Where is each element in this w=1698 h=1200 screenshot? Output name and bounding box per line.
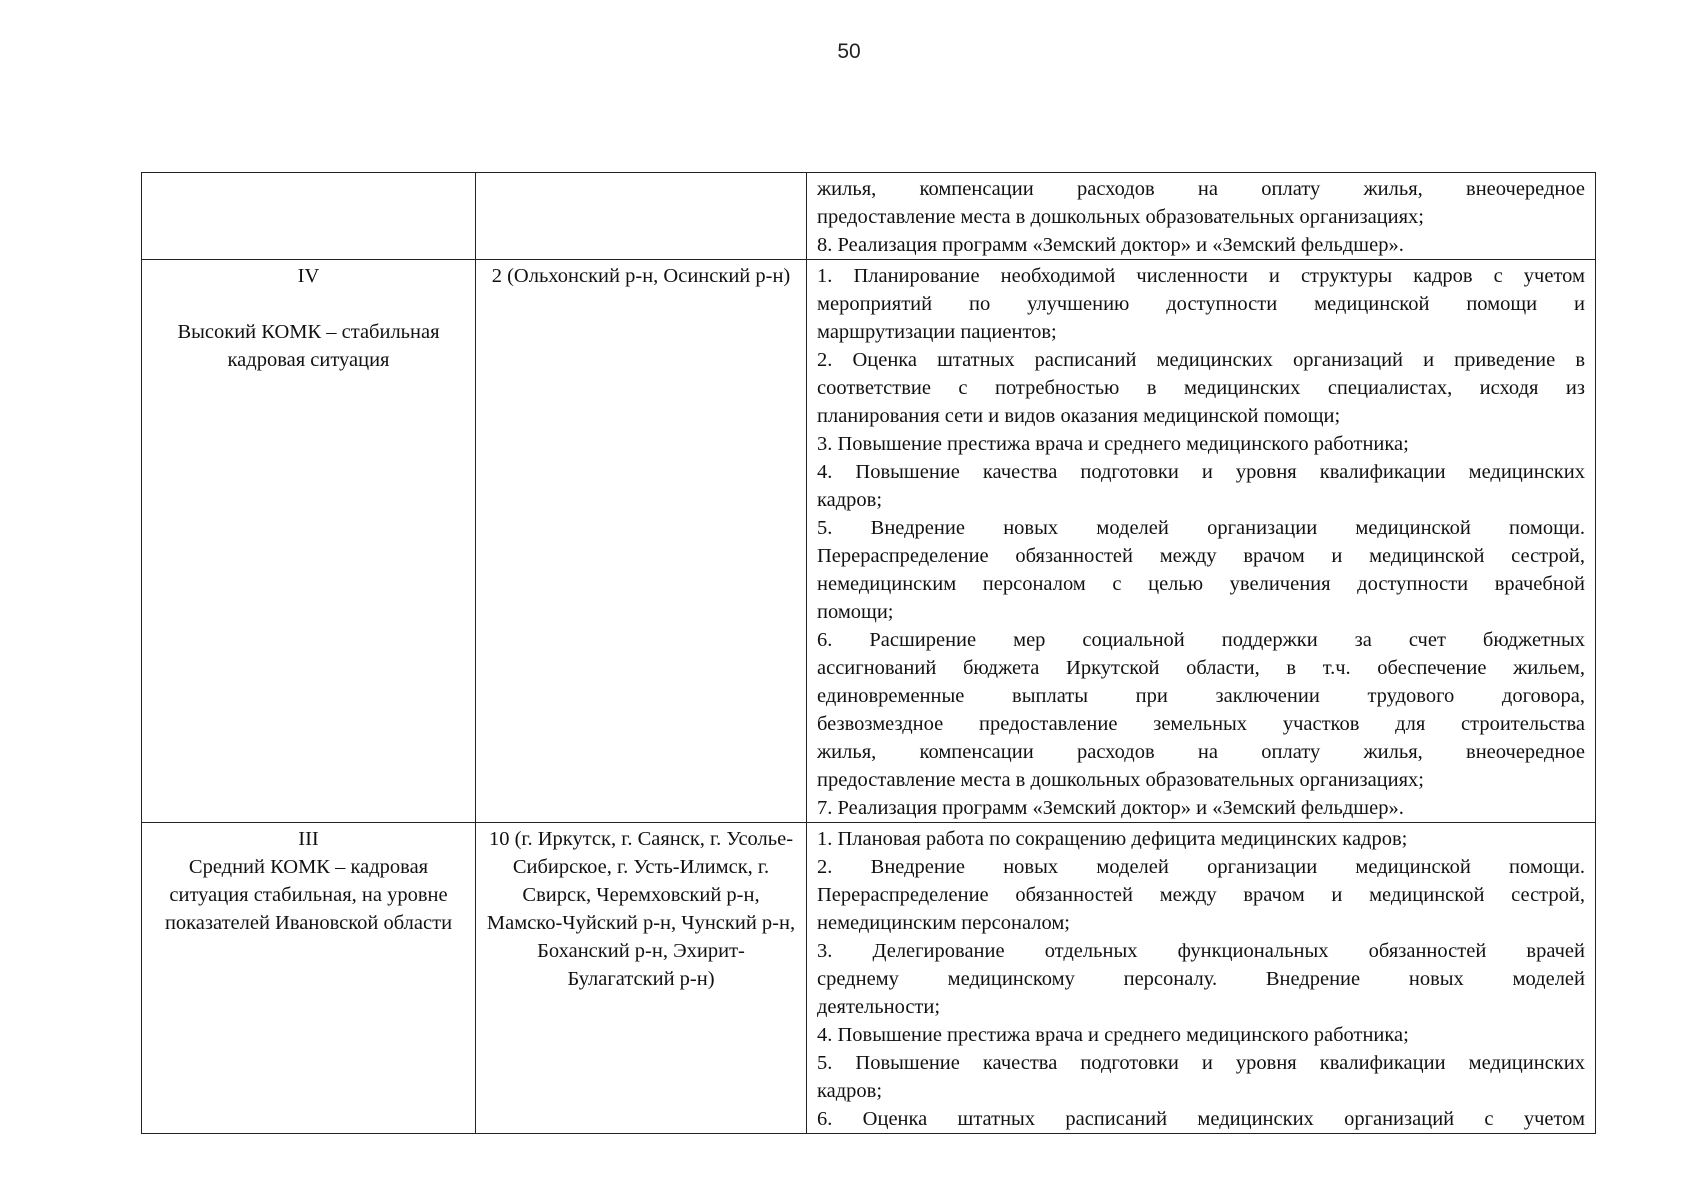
level-description: Высокий КОМК – стабильная кадровая ситуация — [177, 321, 440, 371]
measure-line: 3. Повышение престижа врача и среднего медицинского работника; — [817, 433, 1409, 455]
measure-line: ассигнований бюджета Иркутской области, в т.ч. обеспечение жильем, — [817, 657, 1585, 679]
level-description: Средний КОМК – кадровая ситуация стабильная, на уровне показателей Ивановской области — [164, 856, 453, 934]
measure-line: 5. Повышение качества подготовки и уровня квалификации медицинских — [817, 1052, 1585, 1074]
measure-line: предоставление места в дошкольных образовательных организациях; — [817, 206, 1424, 228]
measure-line: 1. Плановая работа по сокращению дефицита медицинских кадров; — [817, 828, 1408, 850]
level-cell — [142, 823, 476, 1134]
page-number: 50 — [837, 40, 861, 63]
measure-line: 2. Внедрение новых моделей организации медицинской помощи. — [817, 856, 1585, 878]
measure-line: маршрутизации пациентов; — [817, 321, 1057, 343]
measure-line: планирования сети и видов оказания медицинской помощи; — [817, 405, 1341, 427]
table-row — [142, 823, 1596, 1134]
level-label: IV — [297, 265, 320, 287]
measure-line: 6. Расширение мер социальной поддержки за счет бюджетных — [817, 629, 1585, 651]
table-row — [142, 173, 1596, 260]
measure-line: кадров; — [817, 489, 883, 511]
measure-line: среднему медицинскому персоналу. Внедрение новых моделей — [817, 968, 1585, 990]
measure-line: Перераспределение обязанностей между врачом и медицинской сестрой, — [817, 545, 1585, 567]
measure-line: кадров; — [817, 1080, 883, 1102]
measure-line: помощи; — [817, 601, 894, 623]
measure-line: 5. Внедрение новых моделей организации медицинской помощи. — [817, 517, 1585, 539]
measure-line: 4. Повышение качества подготовки и уровня квалификации медицинских — [817, 461, 1585, 483]
districts-cell: 10 (г. Иркутск, г. Саянск, г. Усолье-Сибирское, г. Усть-Илимск, г. Свирск, Черемховский р-н, Мамско-Чуйский р-н, Чунский р-н, Боханский р-н, Эхирит-Булагатский р-н) — [476, 823, 807, 1134]
measures-table — [141, 172, 1596, 1134]
districts-cell: 2 (Ольхонский р-н, Осинский р-н) — [476, 260, 807, 823]
districts-cell — [476, 173, 807, 260]
measures-cell — [807, 173, 1596, 260]
measures-cell — [807, 260, 1596, 823]
measure-line: 1. Планирование необходимой численности и структуры кадров с учетом — [817, 265, 1585, 287]
measures-cell — [807, 823, 1596, 1134]
measure-line: немедицинским персоналом с целью увеличения доступности врачебной — [817, 573, 1585, 595]
measure-line: деятельности; — [817, 996, 941, 1018]
measure-line: жилья, компенсации расходов на оплату жилья, внеочередное — [817, 178, 1585, 200]
level-label: III — [298, 828, 319, 850]
measure-line: 6. Оценка штатных расписаний медицинских организаций с учетом — [817, 1108, 1585, 1130]
measure-line: 3. Делегирование отдельных функциональных обязанностей врачей — [817, 940, 1585, 962]
level-cell — [142, 260, 476, 823]
measure-line: единовременные выплаты при заключении трудового договора, — [817, 685, 1585, 707]
measure-line: мероприятий по улучшению доступности медицинской помощи и — [817, 293, 1585, 315]
measure-line: 8. Реализация программ «Земский доктор» и «Земский фельдшер». — [817, 234, 1404, 256]
measure-line: безвозмездное предоставление земельных участков для строительства — [817, 713, 1585, 735]
table-row — [142, 260, 1596, 823]
measure-line: 4. Повышение престижа врача и среднего медицинского работника; — [817, 1024, 1409, 1046]
measure-line: предоставление места в дошкольных образовательных организациях; — [817, 769, 1424, 791]
measure-line: жилья, компенсации расходов на оплату жилья, внеочередное — [817, 741, 1585, 763]
measure-line: 2. Оценка штатных расписаний медицинских организаций и приведение в — [817, 349, 1585, 371]
measure-line: соответствие с потребностью в медицинских специалистах, исходя из — [817, 377, 1585, 399]
measure-line: Перераспределение обязанностей между врачом и медицинской сестрой, — [817, 884, 1585, 906]
level-cell — [142, 173, 476, 260]
measure-line: немедицинским персоналом; — [817, 912, 1070, 934]
spacer — [152, 290, 465, 318]
measure-line: 7. Реализация программ «Земский доктор» и «Земский фельдшер». — [817, 797, 1404, 819]
